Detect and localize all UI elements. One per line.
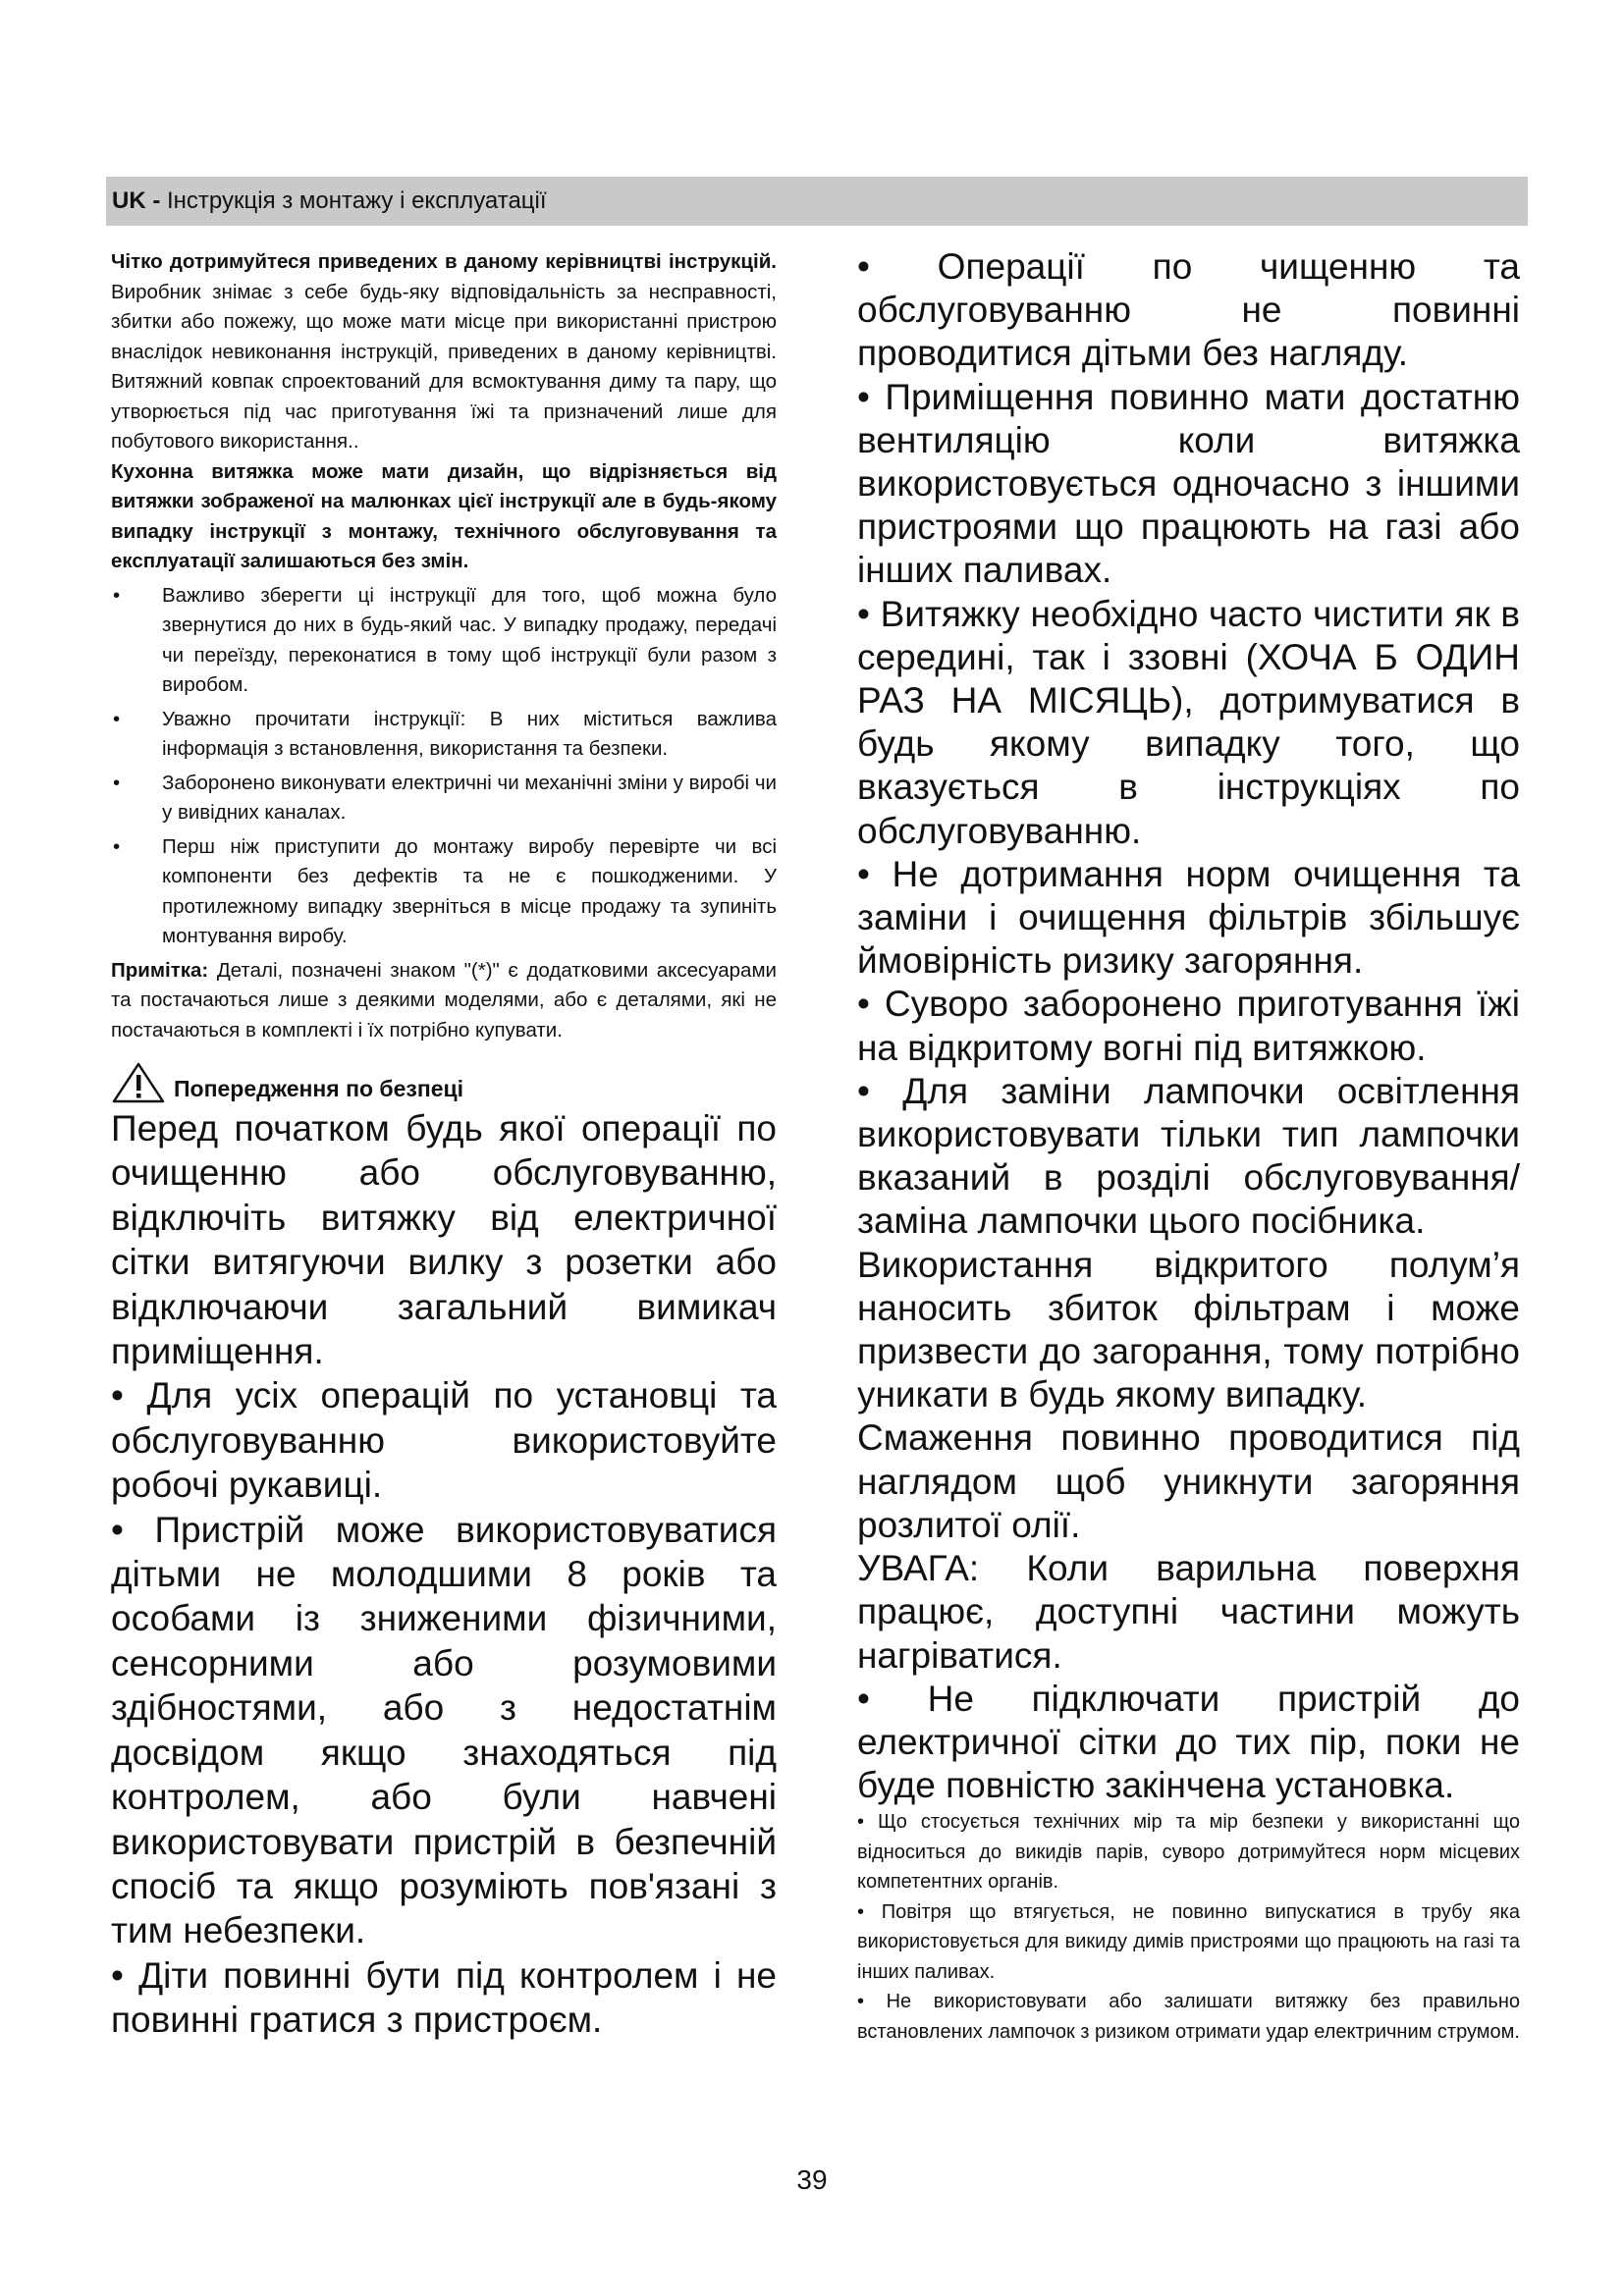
safety-warning-heading <box>111 1061 777 1104</box>
right-safety-text-8: Смаження повинно проводитися під наглядом щоб уникнути загоряння розлитої олії. <box>857 1417 1520 1545</box>
right-safety-text-1: • Операції по чищенню та обслуговуванню не повинні проводитися дітьми без нагляду. <box>857 246 1520 374</box>
right-safety-text-5: • Суворо заборонено приготування їжі на відкритому вогні під витяжкою. <box>857 984 1520 1068</box>
right-safety-text-9: УВАГА: Коли варильна поверхня працює, доступні частини можуть нагріватися. <box>857 1548 1520 1676</box>
intro-bold-design: Кухонна витяжка може мати дизайн, що відрізняється від витяжки зображеної на малюнках цієї інструкції але в будь-якому випадку інструкції з монтажу, технічного обслуговування та експлуатації залишаються без змін. <box>111 459 777 572</box>
list-item: • Заборонено виконувати електричні чи механічні зміни у виробі чи у вивідних каналах. <box>113 771 777 824</box>
left-column <box>111 247 777 2043</box>
intro-bold-lead: Чітко дотримуйтеся приведених в даному керівництві інструкцій. <box>111 250 777 273</box>
note-label: Примітка: <box>111 958 209 982</box>
list-item: • Уважно прочитати інструкції: В них міститься важлива інформація з встановлення, використання та безпеки. <box>113 707 777 760</box>
right-safety-text-4: • Не дотримання норм очищення та заміни і очищення фільтрів збільшує ймовірність ризику загоряння. <box>857 853 1520 982</box>
right-safety-text-7: Використання відкритого полум’я наносить збиток фільтрам і може призвести до загорання, тому потрібно уникати в будь якому випадку. <box>857 1244 1520 1415</box>
right-safety-text-6: • Для заміни лампочки освітлення використовувати тільки тип лампочки вказаний в розділі обслуговування/заміна лампочки цього посібника. <box>857 1070 1520 1242</box>
left-safety-text-2: • Для усіх операцій по установці та обслуговуванню використовуйте робочі рукавиці. <box>111 1375 777 1506</box>
page-number: 39 <box>796 2164 828 2195</box>
right-small-text-3: • Не використовувати або залишати витяжку без правильно встановлених лампочок з ризиком отримати удар електричним струмом. <box>857 1991 1520 2043</box>
right-small-text-2: • Повітря що втягується, не повинно випускатися в трубу яка використовується для викиду димів пристроями що працюють на газі та інших паливах. <box>857 1900 1520 1983</box>
right-small-text-1: • Що стосується технічних мір та мір безпеки у використанні що відноситься до викидів парів, суворо дотримуйтеся норм місцевих компетентних органів. <box>857 1811 1520 1894</box>
note-paragraph <box>111 956 777 1046</box>
header-lang: UK <box>112 187 146 214</box>
intro-text: Виробник знімає з себе будь-яку відповідальність за несправності, збитки або пожежу, що може мати місце при використанні пристрою внаслідок невиконання інструкцій, приведених в даному керівництві. Витяжний ковпак спроектований для всмоктування диму та пару, що утворюється під час приготування їжі та призначений лише для побутового використання.. <box>111 280 777 453</box>
right-safety-text-2: • Приміщення повинно мати достатню вентиляцію коли витяжка використовується одночасно з іншими пристроями що працюють на газі або інших паливах. <box>857 376 1520 591</box>
instruction-bullets <box>111 581 777 952</box>
left-safety-text-1: Перед початком будь якої операції по очищенню або обслуговуванню, відключіть витяжку від електричної сітки витягуючи вилку з розетки або відключаючи загальний вимикач приміщення. <box>111 1108 777 1372</box>
right-safety-text-3: • Витяжку необхідно часто чистити як в середині, так і ззовні (ХОЧА Б ОДИН РАЗ НА МІСЯЦЬ), дотримуватися в будь якому випадку того, що вказується в інструкціях по обслуговуванню. <box>857 593 1520 851</box>
warning-triangle-icon <box>111 1061 166 1104</box>
intro-paragraph <box>111 247 777 457</box>
intro-design-note <box>111 457 777 577</box>
right-column <box>857 245 1520 2047</box>
left-safety-text-4: • Діти повинні бути під контролем і не повинні гратися з пристроєм. <box>111 1954 777 2041</box>
list-item: • Важливо зберегти ці інструкції для того, щоб можна було звернутися до них в будь-який час. У випадку продажу, передачі чи переїзду, переконатися в тому щоб інструкції були разом з виробом. <box>113 583 777 696</box>
header-text: UK - Інструкція з монтажу і експлуатації <box>112 187 547 214</box>
header-title: Інструкція з монтажу і експлуатації <box>167 187 547 214</box>
note-text: Деталі, позначені знаком "(*)" є додатковими аксесуарами та постачаються лише з деякими моделями, або є деталями, які не постачаються в комплекті і їх потрібно купувати. <box>111 958 777 1041</box>
section-header <box>106 177 1528 226</box>
left-safety-text-3: • Пристрій може використовуватися дітьми не молодшими 8 років та особами із зниженими фізичними, сенсорними або розумовими здібностями, або з недостатнім досвідом якщо знаходяться під контролем, або були навчені використовувати пристрій в безпечній спосіб та якщо розуміють пов'язані з тим небезпеки. <box>111 1509 777 1951</box>
list-item: • Перш ніж приступити до монтажу виробу перевірте чи всі компоненти без дефектів та не є пошкодженими. У протилежному випадку зверніться в місце продажу та зупиніть монтування виробу. <box>113 834 777 947</box>
right-safety-text-10: • Не підключати пристрій до електричної сітки до тих пір, поки не буде повністю закінчена установка. <box>857 1678 1520 1806</box>
safety-warning-title: Попередження по безпеці <box>174 1076 464 1101</box>
